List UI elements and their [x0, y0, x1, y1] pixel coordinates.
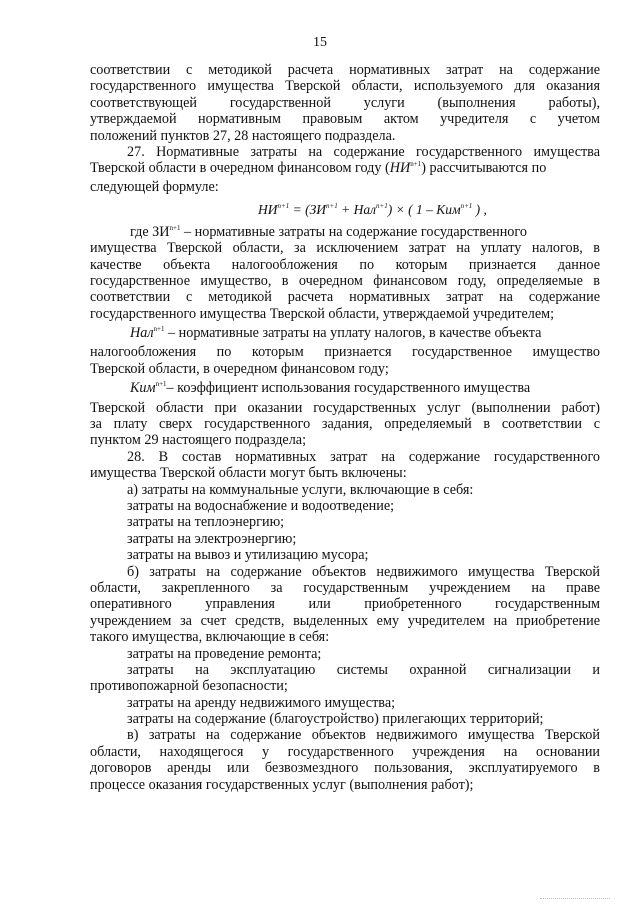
text-line: утверждаемой нормативным правовым актом учредителя с учетом [90, 111, 600, 128]
text-line: Тверской области, в очередном финансовом году; [90, 360, 389, 377]
text-line: области, закрепленного за государственным учреждением на праве [90, 579, 600, 596]
text-line: противопожарной безопасности; [90, 678, 288, 695]
definition-kim [90, 380, 600, 396]
text-line: соответствии с методикой расчета нормативных затрат на содержание [90, 289, 600, 306]
text-fragment: – нормативные затраты на содержание государственного [180, 223, 527, 240]
list-item: затраты на теплоэнергию; [127, 514, 285, 531]
text-line: соответствии с методикой расчета нормативных затрат на содержание [90, 62, 600, 78]
list-item-v: в) затраты на содержание объектов недвижимого имущества Тверской [127, 727, 600, 744]
text-line: государственное имущество, в очередном финансовом году, определяемые в [90, 272, 600, 289]
text-line: учреждением за счет средств, выделенных ему учредителем на приобретение [90, 612, 600, 629]
text-line: имущества Тверской области могут быть включены: [90, 465, 407, 482]
text-line: пунктом 29 настоящего подраздела; [90, 432, 307, 449]
text-fragment: – нормативные затраты на уплату налогов, в качестве объекта [164, 325, 542, 342]
page-number: 15 [313, 35, 327, 50]
text-fragment: Тверской области в очередном финансовом году ( [90, 160, 390, 177]
superscript: n+1 [410, 160, 422, 169]
list-item-b: б) затраты на содержание объектов недвижимого имущества Тверской [127, 563, 600, 580]
paragraph-27-start: 27. Нормативные затраты на содержание государственного имущества [127, 143, 600, 160]
text-line: налогообложения по которым признается государственное имущество [90, 344, 600, 361]
text-line: положений пунктов 27, 28 настоящего подраздела. [90, 127, 396, 144]
list-item: затраты на аренду недвижимого имущества; [127, 694, 396, 711]
text-line: следующей формуле: [90, 179, 219, 196]
formula [90, 196, 600, 224]
list-item: затраты на эксплуатацию системы охранной сигнализации и [127, 661, 600, 678]
text-line: имущества Тверской области, за исключением затрат на уплату налогов, в [90, 240, 600, 257]
text-line: оперативного управления или приобретенного государственным [90, 596, 600, 613]
text-line: за плату сверх государственного задания, определяемый в соответствии с [90, 416, 600, 433]
list-item: затраты на электроэнергию; [127, 530, 297, 547]
definition-nal [90, 325, 600, 341]
text-fragment: – коэффициент использования государственного имущества [166, 380, 531, 397]
text-line: области, находящегося у государственного учреждения на основании [90, 743, 600, 760]
text-line: процессе оказания государственных услуг (выполнения работ); [90, 776, 474, 793]
text-fragment: ) рассчитываются по [421, 160, 547, 177]
list-item-a: а) затраты на коммунальные услуги, включающие в себя: [127, 481, 474, 498]
nal-symbol: Нал [130, 325, 154, 342]
text-line: государственного имущества Тверской области, утверждаемой учредителем; [90, 305, 555, 322]
list-item: затраты на вывоз и утилизацию мусора; [127, 547, 369, 564]
definition-zi [90, 224, 600, 240]
list-item: затраты на содержание (благоустройство) прилегающих территорий; [127, 711, 544, 728]
text-line: государственного имущества Тверской области, используемого для оказания [90, 78, 600, 95]
text-line-with-symbol [90, 160, 600, 179]
paragraph-28-start: 28. В состав нормативных затрат на содержание государственного [127, 448, 600, 465]
text-line: соответствующей государственной услуги (выполнения работы), [90, 94, 600, 111]
document-body [90, 62, 600, 793]
text-line: такого имущества, включающие в себя: [90, 629, 330, 646]
formula-expression: $НИ^{n+1} = (ЗИ^{n+1} + Нал^{n+1})$ × ( 1 – Ким$^{n+1}$ ) , [258, 201, 487, 217]
superscript: n+1 [153, 325, 165, 334]
text-line: качестве объекта налогообложения по которым признается данное [90, 256, 600, 273]
scan-artifact-line [540, 898, 610, 899]
superscript: n+1 [169, 223, 181, 232]
list-item: затраты на проведение ремонта; [127, 645, 322, 662]
kim-symbol: Ким [130, 380, 156, 397]
list-item: затраты на водоснабжение и водоотведение; [127, 497, 395, 514]
ni-symbol: НИ [389, 160, 411, 177]
text-line: договоров аренды или безвозмездного пользования, эксплуатируемого в [90, 760, 600, 777]
text-fragment: где ЗИ [130, 223, 170, 240]
text-line: Тверской области при оказании государственных услуг (выполнении работ) [90, 399, 600, 416]
superscript: n+1 [155, 380, 167, 389]
